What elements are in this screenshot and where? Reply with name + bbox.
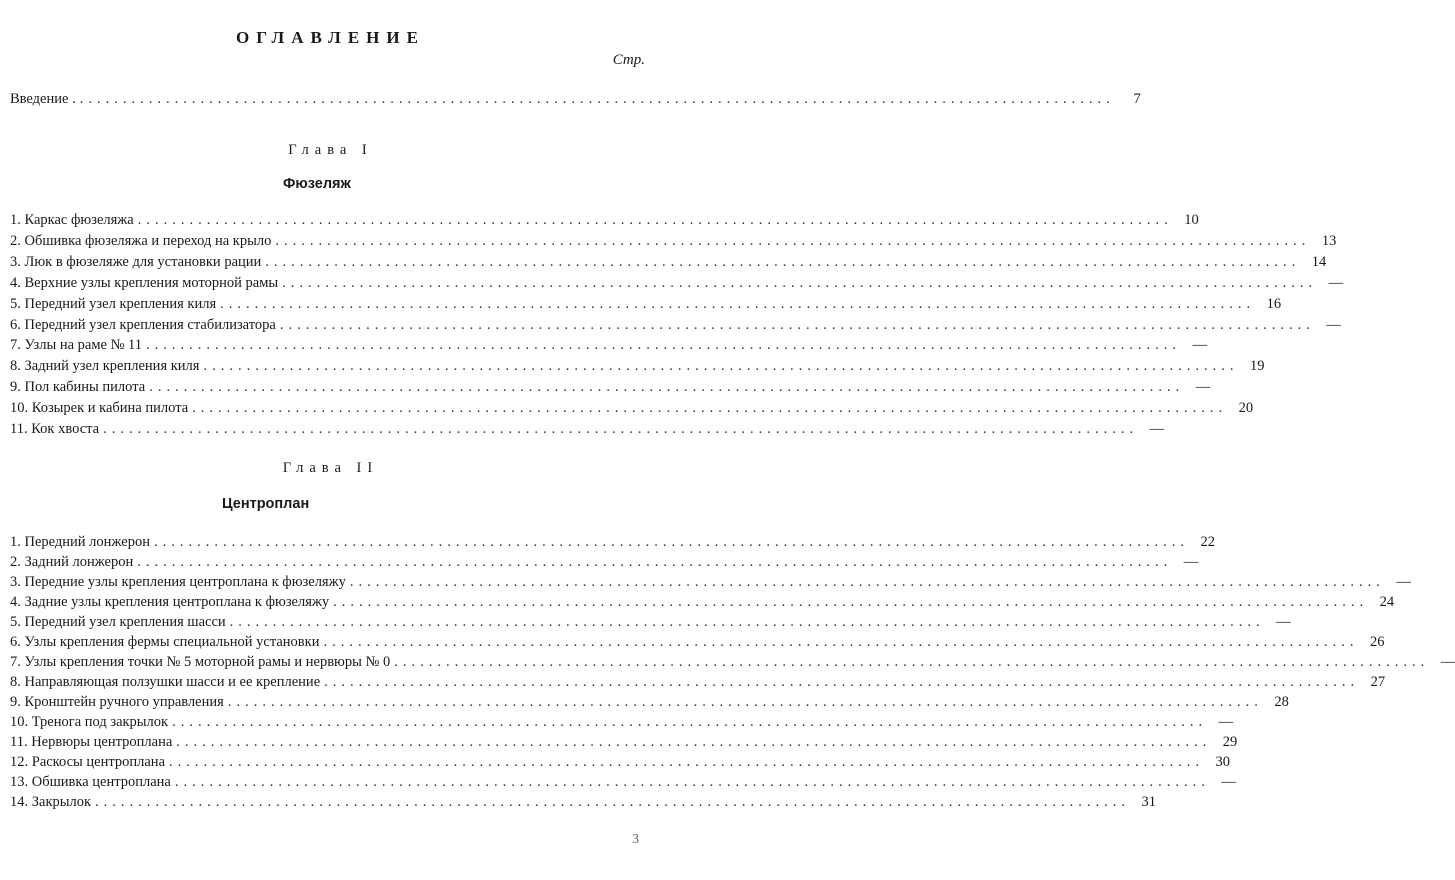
toc-entry-page: 22	[1200, 534, 1215, 550]
toc-entry	[10, 232, 1337, 250]
toc-entry	[10, 420, 1165, 438]
toc-entry	[10, 274, 1344, 292]
leader-dots: ........................................................................................................................	[169, 754, 1205, 770]
toc-entry	[10, 793, 1157, 811]
toc-entry-page: —	[1326, 316, 1341, 333]
toc-entry-page: —	[1192, 337, 1207, 354]
toc-entry-text: Введение .	[10, 91, 76, 107]
toc-entry	[10, 613, 1291, 631]
toc-entry	[10, 773, 1236, 791]
page-column-label: Стр.	[612, 52, 645, 68]
toc-entry-text: 6. Узлы крепления фермы специальной установки	[10, 634, 320, 650]
toc-entry	[10, 653, 1455, 671]
toc-entry	[10, 573, 1411, 591]
toc-entry-text: 2. Обшивка фюзеляжа и переход на крыло	[10, 232, 272, 249]
toc-entry-text: 7. Узлы крепления точки № 5 моторной рамы и нервюры № 0	[10, 654, 391, 670]
toc-entry-page: —	[1440, 654, 1455, 670]
toc-entry	[10, 533, 1215, 551]
section-title: Центроплан	[222, 496, 310, 512]
page-title: ОГЛАВЛЕНИЕ	[236, 28, 425, 47]
toc-entry-page: 30	[1215, 754, 1231, 770]
toc-entry-page: 28	[1274, 694, 1289, 710]
leader-dots: ........................................................................................................................	[176, 734, 1212, 750]
toc-entry-page: 16	[1266, 295, 1282, 312]
leader-dots: ........................................................................................................................	[324, 674, 1360, 690]
toc-entry-text: 13. Обшивка центроплана	[10, 774, 171, 790]
toc-entry-text: 10. Козырек и кабина пилота	[10, 400, 189, 417]
toc-entry-text: 2. Задний лонжерон	[10, 554, 134, 570]
page-number: 3	[632, 832, 639, 847]
toc-entry	[10, 753, 1231, 771]
toc-entry	[10, 211, 1199, 229]
toc-entry-text: 1. Передний лонжерон	[10, 534, 150, 550]
toc-entry	[10, 336, 1207, 354]
leader-dots: ........................................................................................................................	[275, 232, 1311, 249]
toc-entry	[10, 713, 1234, 731]
toc-entry-page: 19	[1249, 358, 1265, 375]
leader-dots: ........................................................................................................................	[146, 337, 1181, 354]
toc-entry-page: 29	[1222, 734, 1238, 750]
toc-entry-text: 10. Тренога под закрылок	[10, 714, 169, 730]
chapter-heading: Глава I	[288, 142, 373, 158]
toc-entry	[10, 553, 1199, 571]
section-title: Фюзеляж	[283, 176, 351, 192]
toc-entry	[10, 693, 1289, 711]
toc-entry-page: 10	[1184, 212, 1199, 228]
leader-dots: ........................................................................................................................	[279, 316, 1315, 333]
toc-entry-text: 7. Узлы на раме № 11	[10, 337, 142, 354]
toc-entry-text: 1. Каркас фюзеляжа	[10, 212, 134, 228]
leader-dots: ........................................................................................................................	[227, 694, 1263, 710]
toc-entry-page: 14	[1311, 253, 1327, 270]
toc-entry-page: 26	[1369, 634, 1385, 650]
toc-entry-text: 5. Передний узел крепления киля	[10, 295, 217, 312]
leader-dots: ........................................................................................................................	[203, 358, 1239, 375]
leader-dots: ........................................................................................................................	[229, 614, 1265, 630]
toc-entry-text: 3. Передние узлы крепления центроплана к фюзеляжу	[10, 574, 346, 590]
toc-entry-page: —	[1396, 574, 1411, 590]
toc-entry	[10, 316, 1341, 334]
toc-entry-text: 9. Пол кабины пилота	[10, 379, 146, 396]
leader-dots: ........................................................................................................................	[323, 634, 1359, 650]
toc-entry-page: —	[1149, 421, 1165, 437]
toc-entry-page: —	[1195, 379, 1211, 396]
toc-entry-text: 8. Задний узел крепления киля	[10, 358, 200, 375]
chapter-heading: Глава II	[282, 460, 379, 476]
toc-entry-page: —	[1328, 274, 1344, 291]
leader-dots: ........................................................................................................................	[79, 91, 1115, 107]
toc-entry-page: 20	[1238, 400, 1254, 417]
leader-dots: ........................................................................................................................	[192, 400, 1228, 417]
toc-entry	[10, 357, 1265, 375]
toc-entry-page: 13	[1321, 232, 1337, 249]
toc-entry-text: 4. Задние узлы крепления центроплана к фюзеляжу	[10, 594, 330, 610]
leader-dots: ........................................................................................................................	[149, 379, 1185, 396]
leader-dots: ........................................................................................................................	[137, 554, 1173, 570]
toc-entry-page: —	[1218, 714, 1234, 730]
toc-entry-page: 31	[1141, 794, 1157, 810]
toc-entry-text: 12. Раскосы центроплана	[10, 754, 166, 770]
toc-entry-text: 4. Верхние узлы крепления моторной рамы	[10, 274, 279, 291]
toc-entry-page: 24	[1379, 594, 1395, 610]
toc-entry-text: 5. Передний узел крепления шасси	[10, 614, 226, 630]
toc-entry-text: 3. Люк в фюзеляже для установки рации	[10, 253, 262, 270]
toc-entry	[10, 633, 1385, 651]
toc-entry	[10, 253, 1327, 271]
toc-entry-text: 11. Нервюры центроплана	[10, 734, 173, 750]
toc-entry-text: 6. Передний узел крепления стабилизатора	[10, 316, 276, 333]
leader-dots: ........................................................................................................................	[137, 212, 1173, 228]
leader-dots: ........................................................................................................................	[153, 534, 1189, 550]
leader-dots: ........................................................................................................................	[103, 421, 1139, 437]
leader-dots: ........................................................................................................................	[282, 274, 1318, 291]
toc-entry	[10, 593, 1395, 611]
toc-entry-page: —	[1183, 554, 1199, 570]
toc-entry-page: 7	[1133, 91, 1141, 107]
toc-entry-text: 11. Кок хвоста	[10, 421, 100, 437]
leader-dots: ........................................................................................................................	[394, 654, 1430, 670]
toc-entry	[10, 673, 1386, 691]
toc-entry-text: 14. Закрылок	[10, 794, 92, 810]
leader-dots: ........................................................................................................................	[95, 794, 1131, 810]
toc-entry	[10, 733, 1238, 751]
toc-entry-page: 27	[1370, 674, 1386, 690]
leader-dots: ........................................................................................................................	[172, 714, 1208, 730]
toc-entry-text: 8. Направляющая ползушки шасси и ее крепление	[10, 674, 321, 690]
toc-entry-intro	[10, 90, 1141, 108]
leader-dots: ........................................................................................................................	[349, 574, 1385, 590]
leader-dots: ........................................................................................................................	[265, 253, 1301, 270]
toc-entry-page: —	[1221, 774, 1236, 790]
leader-dots: ........................................................................................................................	[333, 594, 1369, 610]
toc-entry-page: —	[1276, 614, 1291, 630]
toc-entry	[10, 295, 1282, 313]
leader-dots: ........................................................................................................................	[220, 295, 1256, 312]
leader-dots: ........................................................................................................................	[174, 774, 1210, 790]
toc-entry-text: 9. Кронштейн ручного управления	[10, 694, 224, 710]
toc-entry	[10, 378, 1211, 396]
toc-entry	[10, 399, 1254, 417]
